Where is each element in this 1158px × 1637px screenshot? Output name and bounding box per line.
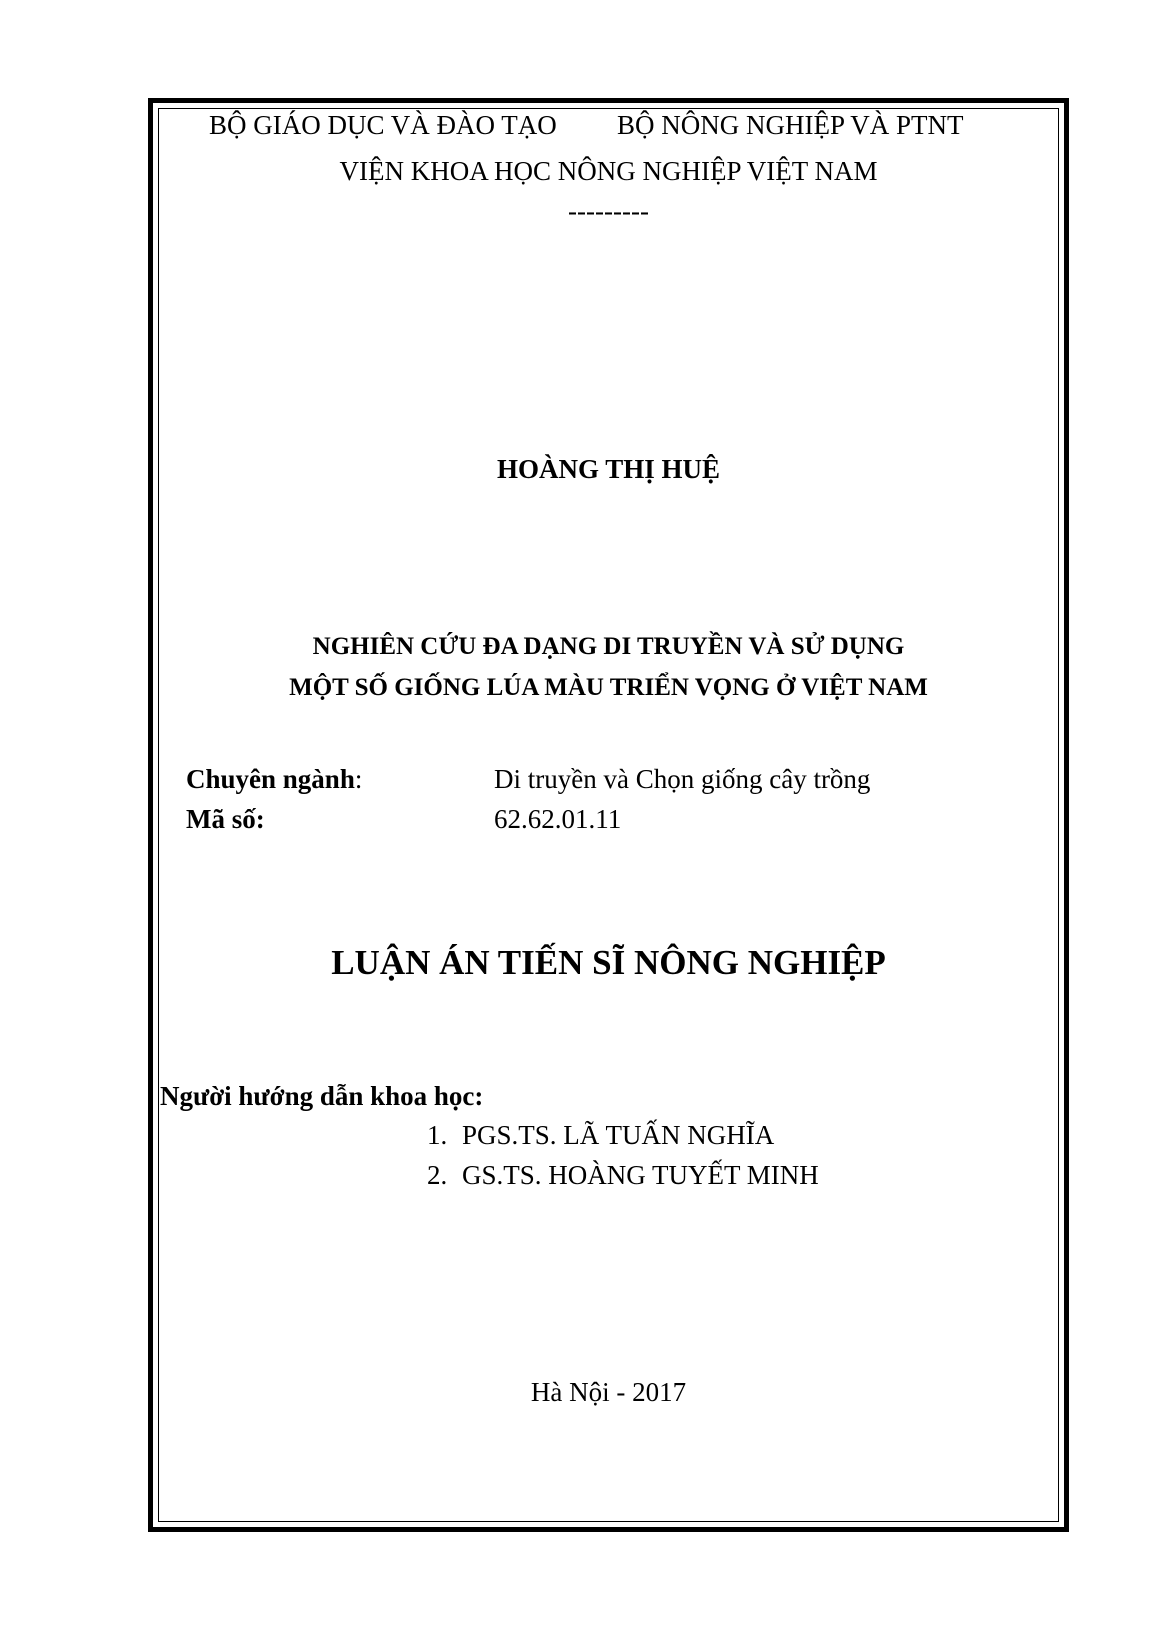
author-name: HOÀNG THỊ HUỆ (496, 454, 721, 484)
degree-title: LUẬN ÁN TIẾN SĨ NÔNG NGHIỆP (331, 943, 886, 982)
header-separator: --------- (568, 196, 649, 226)
ministry-right: BỘ NÔNG NGHIỆP VÀ PTNT (617, 110, 964, 140)
specialization-value: Di truyền và Chọn giống cây trồng (494, 764, 871, 794)
ministry-left: BỘ GIÁO DỤC VÀ ĐÀO TẠO (209, 110, 557, 140)
code-label: Mã số: (186, 804, 265, 834)
place-date: Hà Nội - 2017 (530, 1377, 687, 1407)
thesis-title-line1: NGHIÊN CỨU ĐA DẠNG DI TRUYỀN VÀ SỬ DỤNG (312, 633, 905, 660)
supervisor-number: 2. (427, 1160, 448, 1190)
supervisor-name: GS.TS. HOÀNG TUYẾT MINH (462, 1160, 819, 1190)
specialization-row (186, 766, 362, 793)
supervisor-number: 1. (427, 1120, 448, 1150)
supervisors-label: Người hướng dẫn khoa học: (160, 1081, 484, 1111)
specialization-colon: : (354, 764, 363, 794)
specialization-label: Chuyên ngành (186, 764, 355, 794)
institute-name: VIỆN KHOA HỌC NÔNG NGHIỆP VIỆT NAM (339, 156, 878, 186)
supervisor-name: PGS.TS. LÃ TUẤN NGHĨA (462, 1120, 775, 1150)
code-value: 62.62.01.11 (494, 804, 622, 834)
thesis-title-line2: MỘT SỐ GIỐNG LÚA MÀU TRIỂN VỌNG Ở VIỆT NAM (289, 674, 928, 701)
